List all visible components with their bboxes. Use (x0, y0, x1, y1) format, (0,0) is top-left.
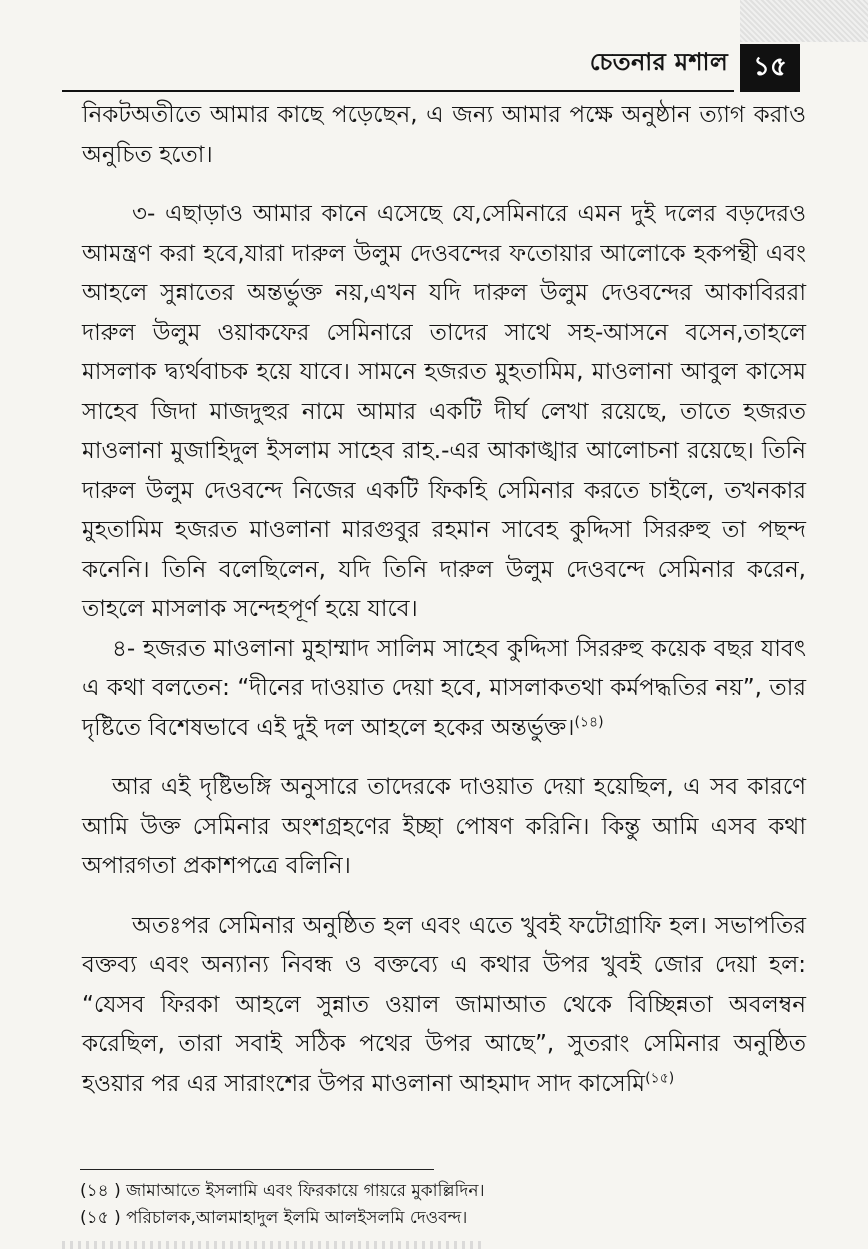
scan-noise (62, 1241, 482, 1249)
footnote-14: (১৪ ) জামাআতে ইসলামি এবং ফিরকায়ে গায়রে মুকাল্লিদিন। (80, 1181, 485, 1201)
running-header (0, 0, 868, 100)
footnotes (80, 1178, 780, 1232)
paragraph-5 (82, 907, 806, 1105)
paragraph-3-text: ৪- হজরত মাওলানা মুহাম্মাদ সালিম সাহেব কুদ্দিসা সিররুহু কয়েক বছর যাবৎ এ কথা বলতেন: “দীনের দাওয়াত দেয়া হবে, মাসলাকতথা কর্মপদ্ধতির নয়”, তার দৃষ্টিতে বিশেষভাবে এই দুই দল আহলে হকের অন্তর্ভুক্ত। (82, 635, 806, 741)
footnote-rule (80, 1169, 434, 1170)
header-rule (62, 90, 734, 92)
paragraph-4: আর এই দৃষ্টিভঙ্গি অনুসারে তাদেরকে দাওয়াত দেয়া হয়েছিল, এ সব কারণে আমি উক্ত সেমিনার অংশগ্রহণের ইচ্ছা পোষণ করিনি। কিন্তু আমি এসব কথা অপারগতা প্রকাশপত্রে বলিনি। (82, 774, 806, 879)
page-number: ১৫ (740, 44, 800, 92)
book-title: চেতনার মশাল (589, 48, 728, 76)
paragraph-3 (82, 630, 806, 749)
footnote-ref-14: (১৪) (574, 713, 604, 730)
paragraph-1: নিকটঅতীতে আমার কাছে পড়েছেন, এ জন্য আমার পক্ষে অনুষ্ঠান ত্যাগ করাও অনুচিত হতো। (82, 102, 806, 168)
footnote-15: (১৫ ) পরিচালক,আলমাহাদুল ইলমি আলইসলমি দেওবন্দ। (80, 1208, 468, 1228)
footnote-ref-15: (১৫) (645, 1069, 675, 1086)
paragraph-5-text: অতঃপর সেমিনার অনুষ্ঠিত হল এবং এতে খুবই ফটোগ্রাফি হল। সভাপতির বক্তব্য এবং অন্যান্য নিবন্ধ ও বক্তব্যে এ কথার উপর খুবই জোর দেয়া হল: “যেসব ফিরকা আহলে সুন্নাত ওয়াল জামাআত থেকে বিচ্ছিন্নতা অবলম্বন করেছিল, তারা সবাই সঠিক পথের উপর আছে”, সুতরাং সেমিনার অনুষ্ঠিত হওয়ার পর এর সারাংশের উপর মাওলানা আহমাদ সাদ কাসেমি (82, 912, 806, 1097)
body-text (82, 96, 806, 1104)
paragraph-2: ৩- এছাড়াও আমার কানে এসেছে যে,সেমিনারে এমন দুই দলের বড়দেরও আমন্ত্রণ করা হবে,যারা দারুল উলুম দেওবন্দের ফতোয়ার আলোকে হকপন্থী এবং আহলে সুন্নাতের অন্তর্ভুক্ত নয়,এখন যদি দারুল উলুম দেওবন্দের আকাবিররা দারুল উলুম ওয়াকফের সেমিনারে তাদের সাথে সহ-আসনে বসেন,তাহলে মাসলাক দ্ব্যর্থবাচক হয়ে যাবে। সামনে হজরত মুহতামিম, মাওলানা আবুল কাসেম সাহেব জিদা মাজদুহুর নামে আমার একটি দীর্ঘ লেখা রয়েছে, তাতে হজরত মাওলানা মুজাহিদুল ইসলাম সাহেব রাহ.-এর আকাঙ্খার আলোচনা রয়েছে। তিনি দারুল উলুম দেওবন্দে নিজের একটি ফিকহি সেমিনার করতে চাইলে, তখনকার মুহতামিম হজরত মাওলানা মারগুবুর রহমান সাবেহ কুদ্দিসা সিররুহু তা পছন্দ কনেনি। তিনি বলেছিলেন, যদি তিনি দারুল উলুম দেওবন্দে সেমিনার করেন, তাহলে মাসলাক সন্দেহপূর্ণ হয়ে যাবে। (82, 201, 806, 622)
